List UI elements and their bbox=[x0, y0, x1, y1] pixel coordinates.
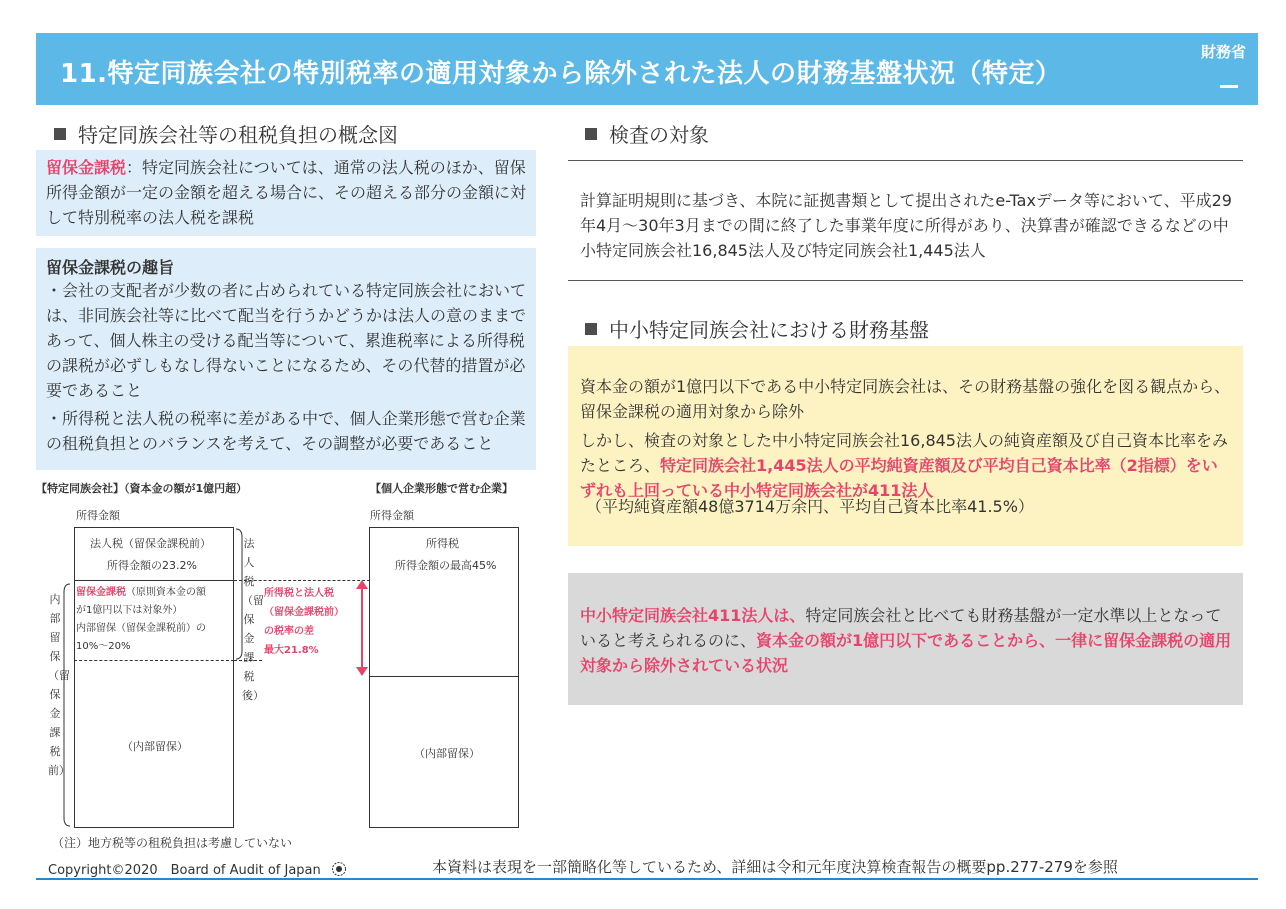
conclusion-normal: 特定同族会社と比べても財務基盤が一定水準以上となっていると考えられるのに、 bbox=[580, 606, 1222, 650]
diff-line-4: 最大21.8% bbox=[264, 645, 319, 656]
ministry-label: 財務省 bbox=[1200, 43, 1246, 61]
yellow-paragraph-3: （平均純資産額48億3714万余円、平均自己資本比率41.5%） bbox=[586, 497, 1034, 516]
vertical-naibu-label: 内部留保（留保金課税前） bbox=[48, 593, 70, 777]
page-title: 11.特定同族会社の特別税率の適用対象から除外された法人の財務基盤状況（特定） bbox=[60, 59, 1062, 89]
ryuho-purpose-box bbox=[36, 248, 536, 470]
corp-tax-divider bbox=[74, 580, 234, 581]
target-text: 計算証明規則に基づき、本院に証拠書類として提出されたe-Taxデータ等において、平成29年4月～30年3月までの間に終了した事業年度に所得があり、決算書が確認できるなどの中小特定同族会社16,845法人及び特定同族会社1,445法人 bbox=[580, 191, 1232, 260]
ryuho-description bbox=[76, 584, 206, 656]
square-bullet-icon bbox=[585, 323, 597, 335]
diff-line-1: 所得税と法人税 bbox=[264, 588, 334, 599]
ryuho-desc-4: 10%～20% bbox=[76, 641, 131, 652]
conclusion-pink-1: 中小特定同族会社411法人は、 bbox=[580, 606, 806, 625]
internal-reserve-right: （内部留保） bbox=[414, 747, 480, 760]
section-title: 特定同族会社等の租税負担の概念図 bbox=[78, 123, 398, 147]
corp-tax-label: 法人税（留保金課税前） bbox=[90, 537, 211, 550]
footer-rule bbox=[36, 878, 1258, 880]
ryuho-text: ：特定同族会社については、通常の法人税のほか、留保所得金額が一定の金額を超える場合に、その超える部分の金額に対して特別税率の法人税を課税 bbox=[46, 158, 527, 227]
income-label-left: 所得金額 bbox=[76, 509, 120, 522]
connector-bottom bbox=[234, 660, 262, 661]
diff-line-2: （留保金課税前） bbox=[264, 607, 344, 618]
conclusion-text bbox=[580, 603, 1232, 678]
target-title: 検査の対象 bbox=[609, 123, 709, 147]
corp-tax-rate: 所得金額の23.2% bbox=[107, 559, 197, 572]
ryuho-desc-2: が1億円以下は対象外） bbox=[76, 605, 183, 616]
diagram-heading-left: 【特定同族会社】（資本金の額が1億円超） bbox=[36, 482, 248, 495]
income-tax-divider bbox=[369, 676, 519, 677]
footer-note: 本資料は表現を一部簡略化等しているため、詳細は令和元年度決算検査報告の概要pp.277-279を参照 bbox=[432, 858, 1118, 876]
diff-line-3: の税率の差 bbox=[264, 626, 314, 637]
title-bar bbox=[36, 33, 1258, 105]
ryuho-divider bbox=[74, 660, 234, 661]
purpose-paragraph-2: ・所得税と法人税の税率に差がある中で、個人企業形態で営む企業の租税負担とのバランスを考えて、その調整が必要であること bbox=[46, 409, 526, 453]
diagram-note: （注）地方税等の租税負担は考慮していない bbox=[52, 836, 293, 850]
finance-findings-box bbox=[568, 346, 1243, 546]
income-label-right: 所得金額 bbox=[370, 509, 414, 522]
section-heading-concept bbox=[54, 119, 398, 148]
finance-title: 中小特定同族会社における財務基盤 bbox=[609, 318, 929, 342]
ryuho-desc-1: （原則資本金の額 bbox=[126, 587, 206, 598]
ryuho-desc-3: 内部留保（留保金課税前）の bbox=[76, 623, 206, 634]
board-of-audit-emblem-icon bbox=[331, 861, 347, 877]
yellow-paragraph-1: 資本金の額が1億円以下である中小特定同族会社は、その財務基盤の強化を図る観点から、留保金課税の適用対象から除外 bbox=[580, 377, 1231, 421]
purpose-title: 留保金課税の趣旨 bbox=[46, 258, 175, 277]
target-rule-top bbox=[568, 160, 1243, 161]
ryuho-definition bbox=[46, 155, 526, 230]
ryuho-definition-box bbox=[36, 150, 536, 236]
ryuho-term: 留保金課税 bbox=[46, 158, 127, 177]
income-tax-rate: 所得金額の最高45% bbox=[395, 559, 497, 572]
section-heading-target bbox=[585, 119, 709, 148]
copyright bbox=[48, 859, 347, 878]
conclusion-box bbox=[568, 573, 1243, 705]
target-rule-bottom bbox=[568, 280, 1243, 281]
diagram-heading-right: 【個人企業形態で営む企業】 bbox=[370, 482, 513, 495]
square-bullet-icon bbox=[54, 128, 66, 140]
ryuho-term-diagram: 留保金課税 bbox=[76, 587, 126, 598]
section-heading-finance bbox=[585, 314, 929, 343]
tax-difference-note bbox=[264, 584, 344, 660]
double-arrow-icon bbox=[354, 580, 370, 676]
vertical-corp-label: 法人税（留保金課税後） bbox=[242, 537, 264, 702]
square-bullet-icon bbox=[585, 128, 597, 140]
ministry-underline bbox=[1220, 85, 1238, 88]
purpose-paragraph-1: ・会社の支配者が少数の者に占められている特定同族会社においては、非同族会社等に比べて配当を行うかどうかは法人の意のままであって、個人株主の受ける配当等について、累進税率による所得税の課税が必ずしもなし得ないことになるため、その代替的措置が必要であること bbox=[46, 281, 527, 400]
yellow-p2-highlight: 特定同族会社1,445法人の平均純資産額及び平均自己資本比率（2指標）をいずれも上回っている中小特定同族会社が411法人 bbox=[580, 456, 1218, 500]
connector-top bbox=[234, 580, 370, 581]
internal-reserve-left: （内部留保） bbox=[122, 740, 188, 753]
copyright-text: Copyright©2020 Board of Audit of Japan bbox=[48, 863, 321, 878]
income-tax-label: 所得税 bbox=[426, 537, 459, 550]
conclusion-pink-2: 資本金の額が1億円以下であることから、一律に留保金課税の適用対象から除外されている状況 bbox=[580, 631, 1232, 675]
yellow-paragraph-2 bbox=[580, 428, 1232, 503]
yellow-p2-normal: しかし、検査の対象とした中小特定同族会社16,845法人の純資産額及び自己資本比率をみたところ、 bbox=[580, 431, 1228, 475]
